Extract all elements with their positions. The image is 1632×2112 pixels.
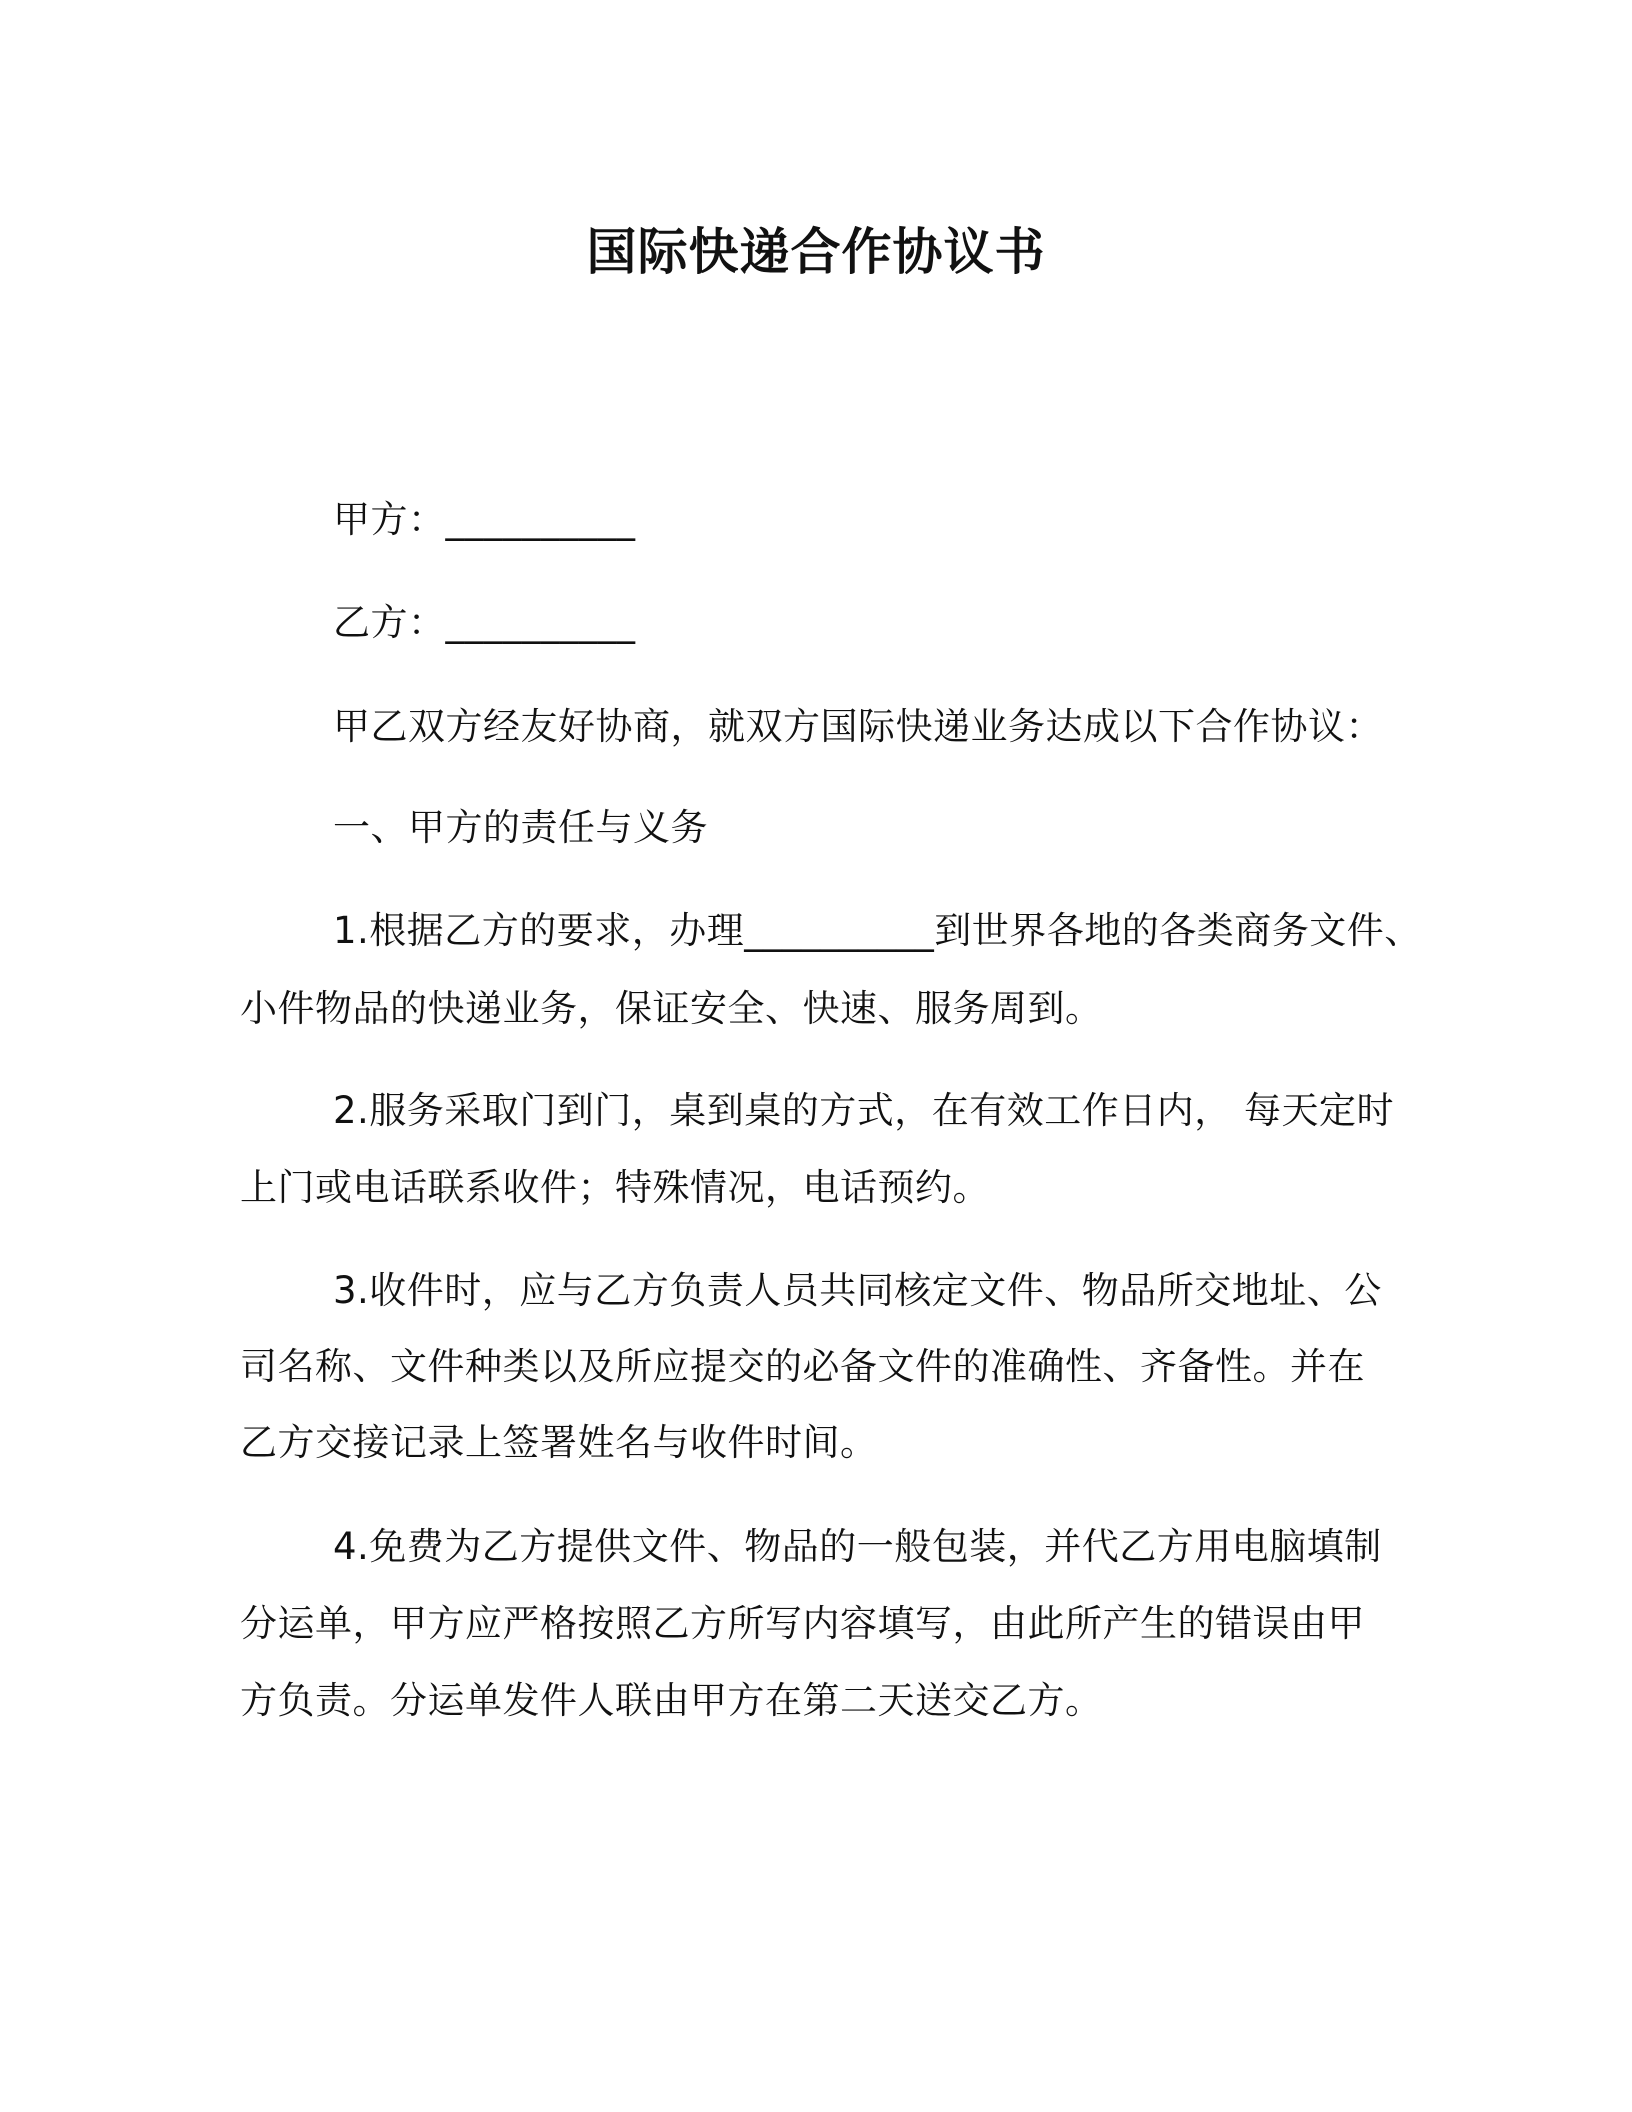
clause-1-line-2: 小件物品的快递业务，保证安全、快速、服务周到。 [240, 987, 1103, 1030]
clause-4-line-1: 4.免费为乙方提供文件、物品的一般包装，并代乙方用电脑填制 [333, 1525, 1382, 1568]
clause-1-line-1: 1.根据乙方的要求，办理__________到世界各地的各类商务文件、 [333, 909, 1422, 952]
clause-4-line-3: 方负责。分运单发件人联由甲方在第二天送交乙方。 [240, 1679, 1103, 1722]
clause-3-line-3: 乙方交接记录上签署姓名与收件时间。 [240, 1421, 878, 1464]
document-title: 国际快递合作协议书 [586, 223, 1046, 281]
clause-4-line-2: 分运单，甲方应严格按照乙方所写内容填写，由此所产生的错误由甲 [240, 1602, 1365, 1645]
clause-3-line-1: 3.收件时，应与乙方负责人员共同核定文件、物品所交地址、公 [333, 1269, 1382, 1312]
party-b-line: 乙方：__________ [333, 601, 636, 644]
clause-2-line-1: 2.服务采取门到门，桌到桌的方式，在有效工作日内， 每天定时 [333, 1089, 1395, 1132]
intro-paragraph: 甲乙双方经友好协商，就双方国际快递业务达成以下合作协议： [333, 705, 1383, 748]
section-heading: 一、甲方的责任与义务 [333, 806, 708, 849]
clause-3-line-2: 司名称、文件种类以及所应提交的必备文件的准确性、齐备性。并在 [240, 1345, 1365, 1388]
clause-2-line-2: 上门或电话联系收件；特殊情况，电话预约。 [240, 1166, 990, 1209]
party-a-line: 甲方：__________ [333, 498, 636, 541]
